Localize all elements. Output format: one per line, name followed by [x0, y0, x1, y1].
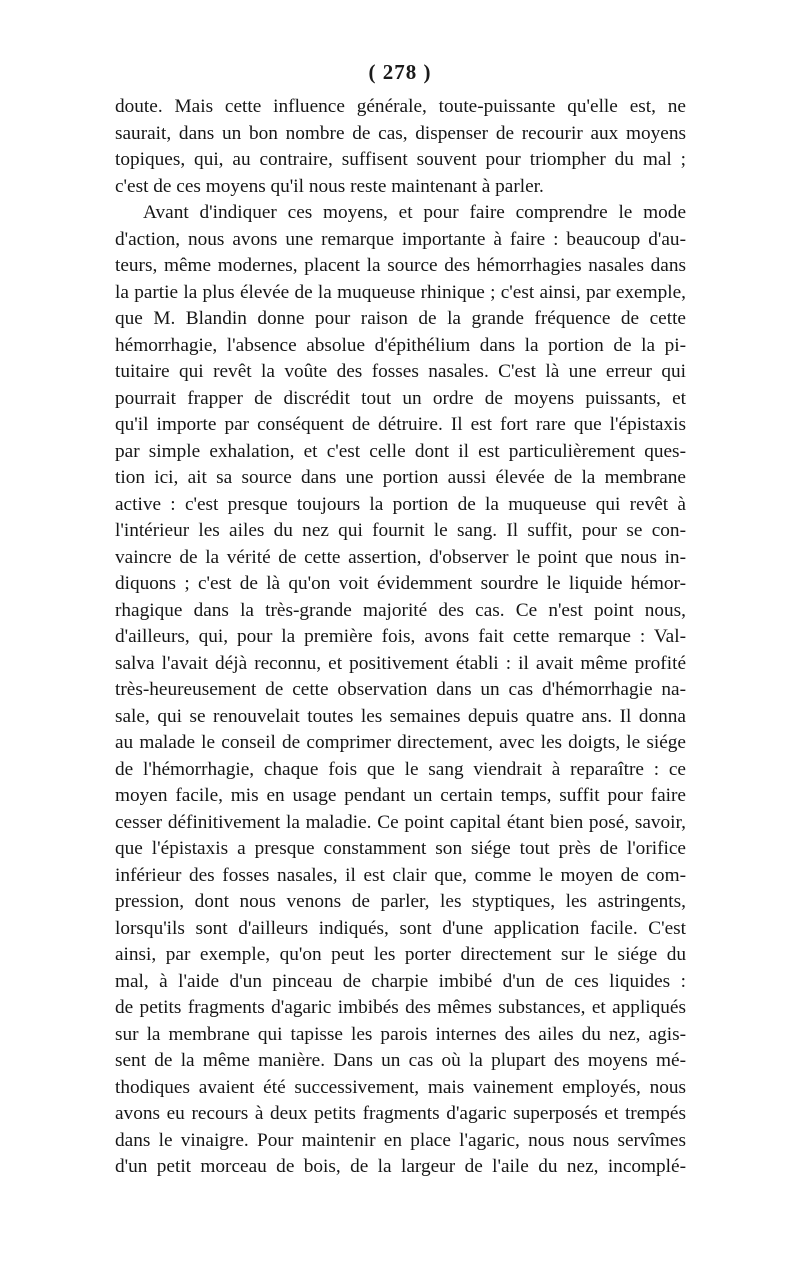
text-line: tion ici, ait sa source dans une portion aussi élevée de la membrane [115, 467, 686, 488]
text-line: dans le vinaigre. Pour maintenir en place l'agaric, nous nous servîmes [115, 1129, 686, 1151]
text-line: tuitaire qui revêt la voûte des fosses nasales. C'est là une erreur qui [115, 361, 686, 382]
text-line: sent de la même manière. Dans un cas où la plupart des moyens mé- [115, 1050, 686, 1071]
text-line: hémorrhagie, l'absence absolue d'épithélium dans la portion de la pi- [115, 334, 686, 356]
text-line: avons eu recours à deux petits fragments d'agaric superposés et trempés [115, 1103, 686, 1124]
text-line: d'un petit morceau de bois, de la largeur de l'aile du nez, incomplé- [115, 1156, 686, 1177]
text-line: de petits fragments d'agaric imbibés des mêmes substances, et appliqués [115, 997, 686, 1018]
text-line: inférieur des fosses nasales, il est clair que, comme le moyen de com- [115, 864, 686, 886]
paragraph-start-line: Avant d'indiquer ces moyens, et pour faire comprendre le mode [143, 202, 686, 223]
text-line: thodiques avaient été successivement, mais vainement employés, nous [115, 1076, 686, 1098]
text-line: diquons ; c'est de là qu'on voit évidemment sourdre le liquide hémor- [115, 573, 686, 594]
text-line: moyen facile, mis en usage pendant un certain temps, suffit pour faire [115, 785, 686, 806]
text-line: c'est de ces moyens qu'il nous reste maintenant à parler. [115, 175, 544, 197]
text-line: salva l'avait déjà reconnu, et positivement établi : il avait même profité [115, 652, 686, 674]
body-text [115, 94, 686, 1181]
text-line: la partie la plus élevée de la muqueuse rhinique ; c'est ainsi, par exemple, [115, 281, 686, 303]
text-line: teurs, même modernes, placent la source des hémorrhagies nasales dans [115, 255, 686, 276]
text-line: mal, à l'aide d'un pinceau de charpie imbibé d'un de ces liquides : [115, 970, 686, 992]
text-line: sale, qui se renouvelait toutes les semaines depuis quatre ans. Il donna [115, 705, 686, 727]
text-line: cesser définitivement la maladie. Ce point capital étant bien posé, savoir, [115, 811, 686, 833]
text-line: doute. Mais cette influence générale, toute-puissante qu'elle est, ne [115, 96, 686, 117]
text-line: d'action, nous avons une remarque importante à faire : beaucoup d'au- [115, 228, 686, 250]
text-line: que M. Blandin donne pour raison de la grande fréquence de cette [115, 308, 686, 329]
text-line: de l'hémorrhagie, chaque fois que le sang viendrait à reparaître : ce [115, 758, 686, 780]
text-line: sur la membrane qui tapisse les parois internes des ailes du nez, agis- [115, 1023, 686, 1045]
text-line: lorsqu'ils sont d'ailleurs indiqués, sont d'une application facile. C'est [115, 917, 686, 939]
text-line: d'ailleurs, qui, pour la première fois, avons fait cette remarque : Val- [115, 626, 686, 647]
text-line: rhagique dans la très-grande majorité des cas. Ce n'est point nous, [115, 599, 686, 621]
text-line: ainsi, par exemple, qu'on peut les porter directement sur le siége du [115, 944, 686, 965]
text-line: vaincre de la vérité de cette assertion, d'observer le point que nous in- [115, 546, 686, 568]
text-line: pourrait frapper de discrédit tout un ordre de moyens puissants, et [115, 387, 686, 409]
text-line: pression, dont nous venons de parler, les styptiques, les astringents, [115, 891, 686, 912]
text-line: saurait, dans un bon nombre de cas, dispenser de recourir aux moyens [115, 122, 686, 144]
text-line: que l'épistaxis a presque constamment son siége tout près de l'orifice [115, 838, 686, 859]
text-line: qu'il importe par conséquent de détruire. Il est fort rare que l'épistaxis [115, 414, 686, 435]
text-line: par simple exhalation, et c'est celle dont il est particulièrement ques- [115, 440, 686, 462]
text-line: très-heureusement de cette observation dans un cas d'hémorrhagie na- [115, 679, 686, 700]
text-line: l'intérieur les ailes du nez qui fournit le sang. Il suffit, pour se con- [115, 520, 686, 541]
text-line: topiques, qui, au contraire, suffisent souvent pour triompher du mal ; [115, 149, 686, 170]
page-number: ( 278 ) [368, 60, 432, 84]
text-line: active : c'est presque toujours la portion de la muqueuse qui revêt à [115, 493, 686, 515]
text-line: au malade le conseil de comprimer directement, avec les doigts, le siége [115, 732, 686, 753]
